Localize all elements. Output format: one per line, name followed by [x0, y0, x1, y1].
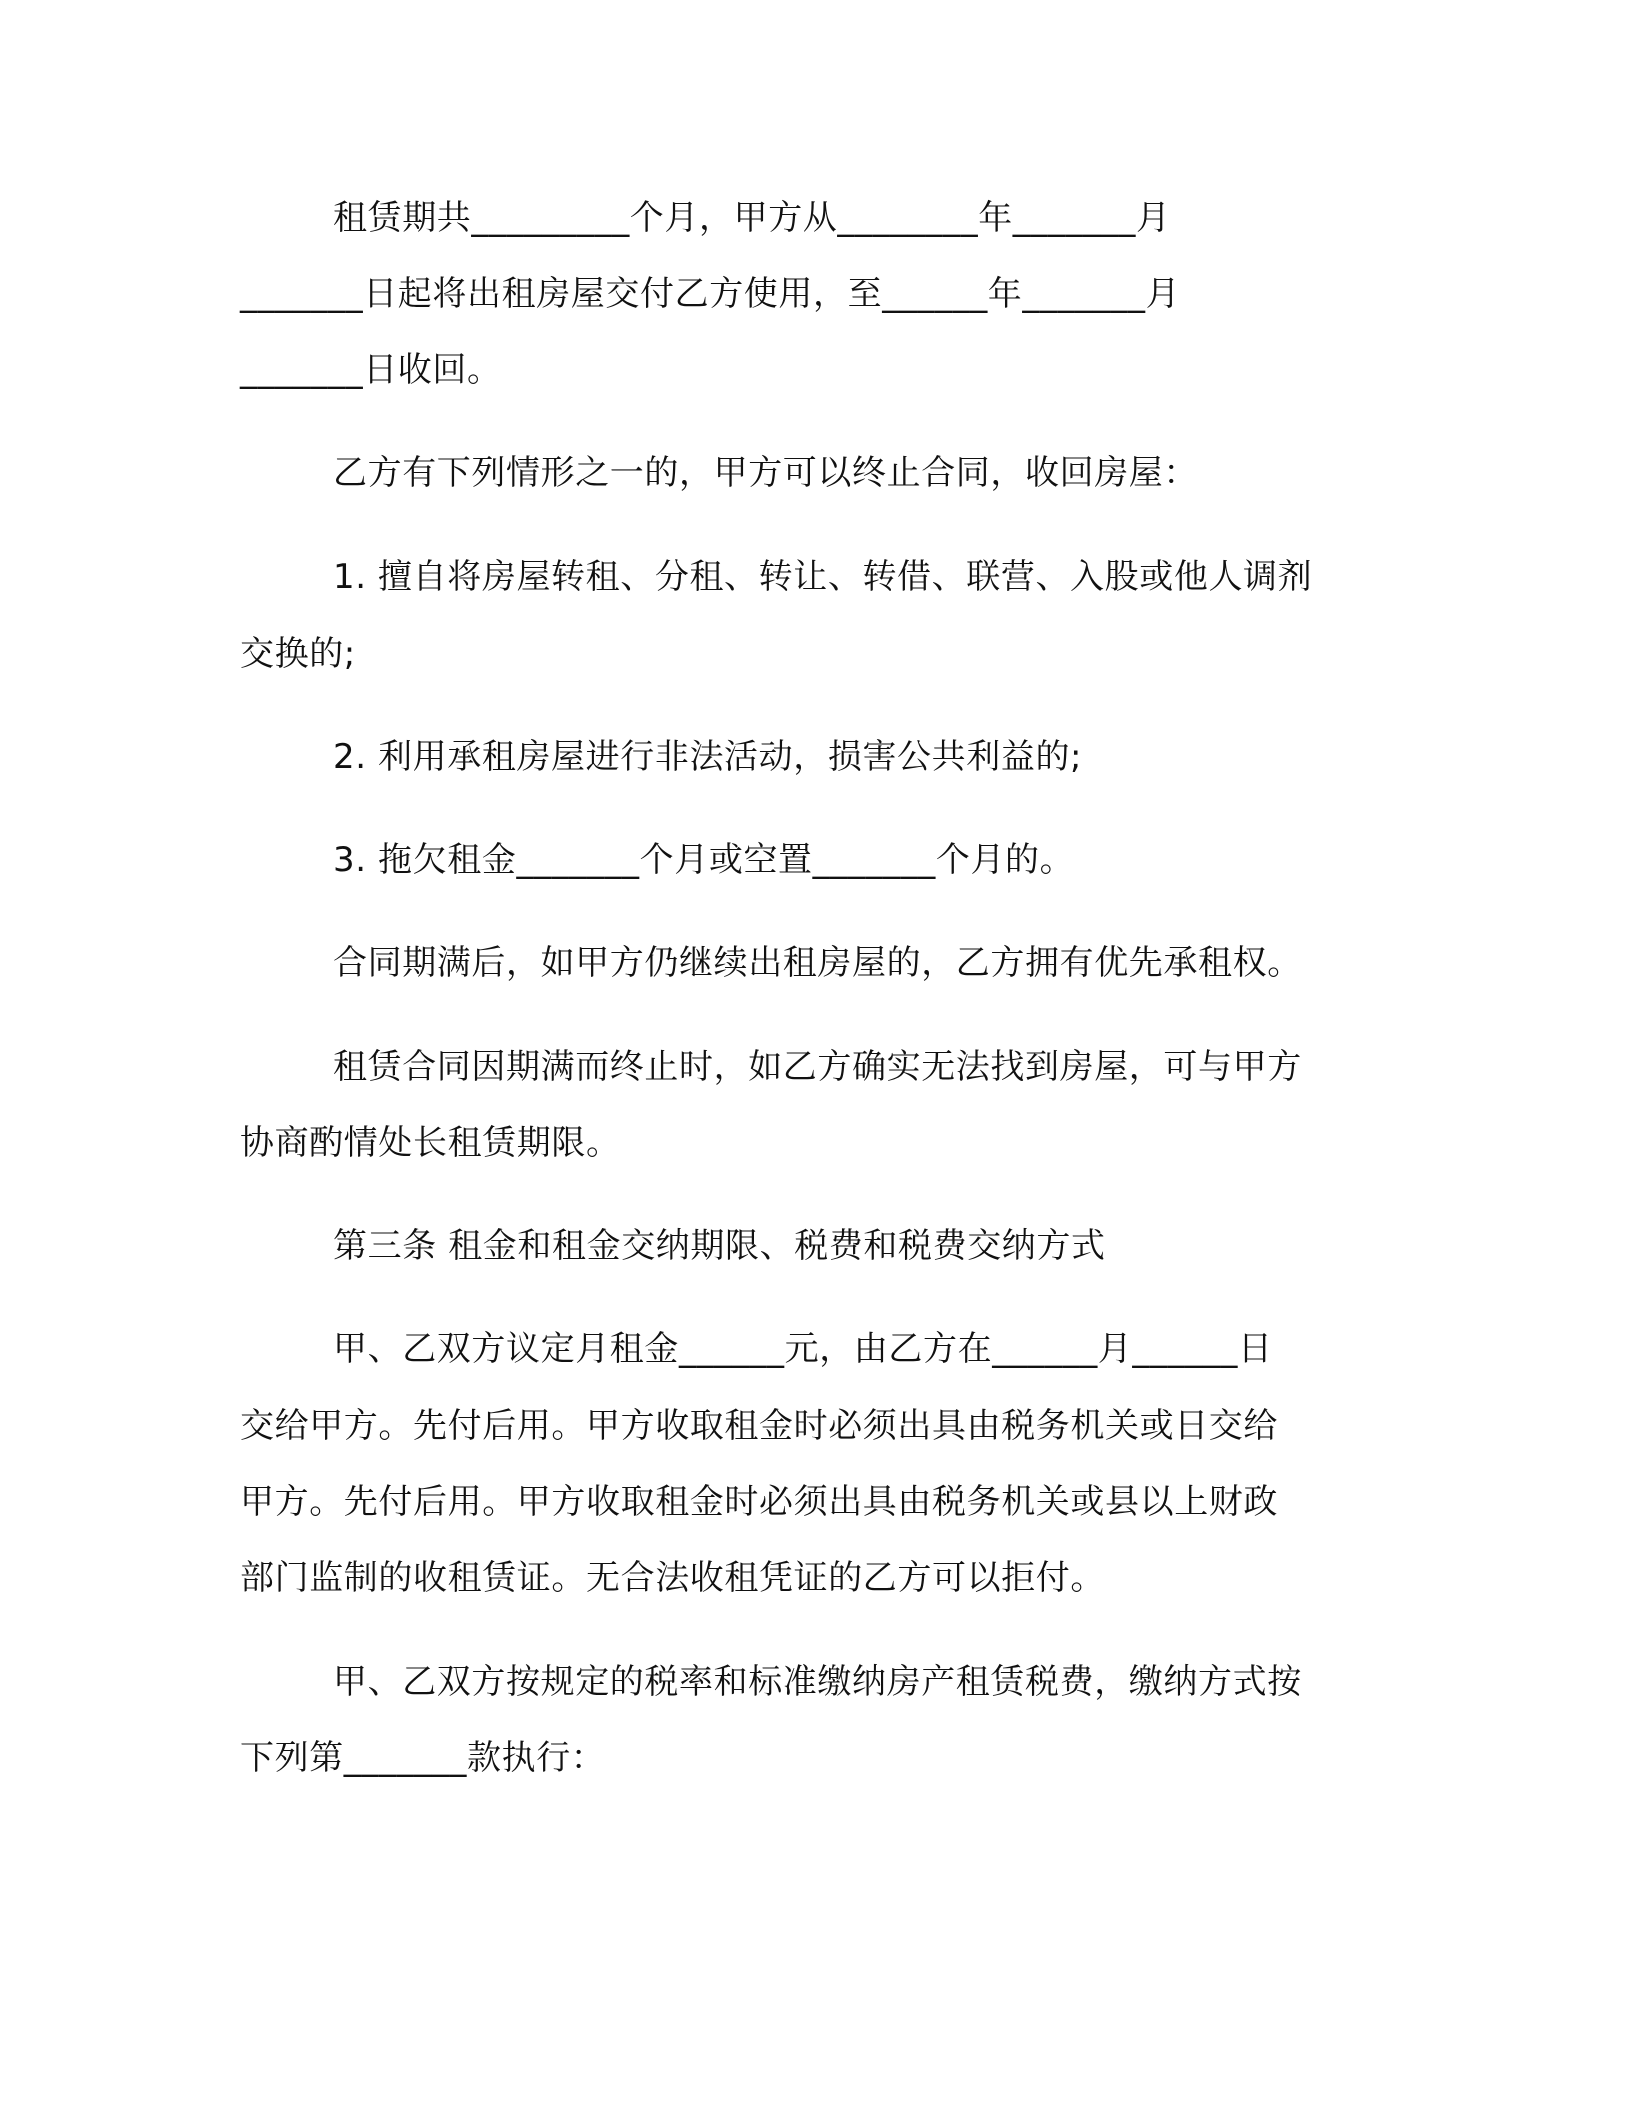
lease-term-line-2: _______日起将出租房屋交付乙方使用，至______年_______月: [240, 274, 1181, 314]
lease-term-line-1: 租赁期共_________个月，甲方从________年_______月: [333, 198, 1171, 238]
rent-line-4: 部门监制的收租赁证。无合法收租凭证的乙方可以拒付。: [240, 1558, 1105, 1598]
tax-line-2: 下列第_______款执行：: [240, 1738, 606, 1778]
extension-line-1: 租赁合同因期满而终止时，如乙方确实无法找到房屋，可与甲方: [333, 1047, 1302, 1087]
termination-item-1-line-1: 1. 擅自将房屋转租、分租、转让、转借、联营、入股或他人调剂: [333, 557, 1313, 597]
article-3-heading: 第三条 租金和租金交纳期限、税费和税费交纳方式: [333, 1226, 1106, 1266]
termination-item-1-line-2: 交换的;: [240, 634, 356, 674]
rent-line-2: 交给甲方。先付后用。甲方收取租金时必须出具由税务机关或日交给: [240, 1406, 1278, 1446]
tax-line-1: 甲、乙双方按规定的税率和标准缴纳房产租赁税费，缴纳方式按: [333, 1662, 1302, 1702]
termination-item-2: 2. 利用承租房屋进行非法活动，损害公共利益的;: [333, 737, 1083, 777]
renewal-priority: 合同期满后，如甲方仍继续出租房屋的，乙方拥有优先承租权。: [333, 943, 1302, 983]
termination-intro: 乙方有下列情形之一的，甲方可以终止合同，收回房屋：: [333, 453, 1198, 493]
lease-term-line-3: _______日收回。: [240, 350, 502, 390]
extension-line-2: 协商酌情处长租赁期限。: [240, 1123, 621, 1163]
rent-line-3: 甲方。先付后用。甲方收取租金时必须出具由税务机关或县以上财政: [240, 1482, 1278, 1522]
rent-line-1: 甲、乙双方议定月租金______元，由乙方在______月______日: [333, 1329, 1273, 1369]
termination-item-3: 3. 拖欠租金_______个月或空置_______个月的。: [333, 840, 1075, 880]
